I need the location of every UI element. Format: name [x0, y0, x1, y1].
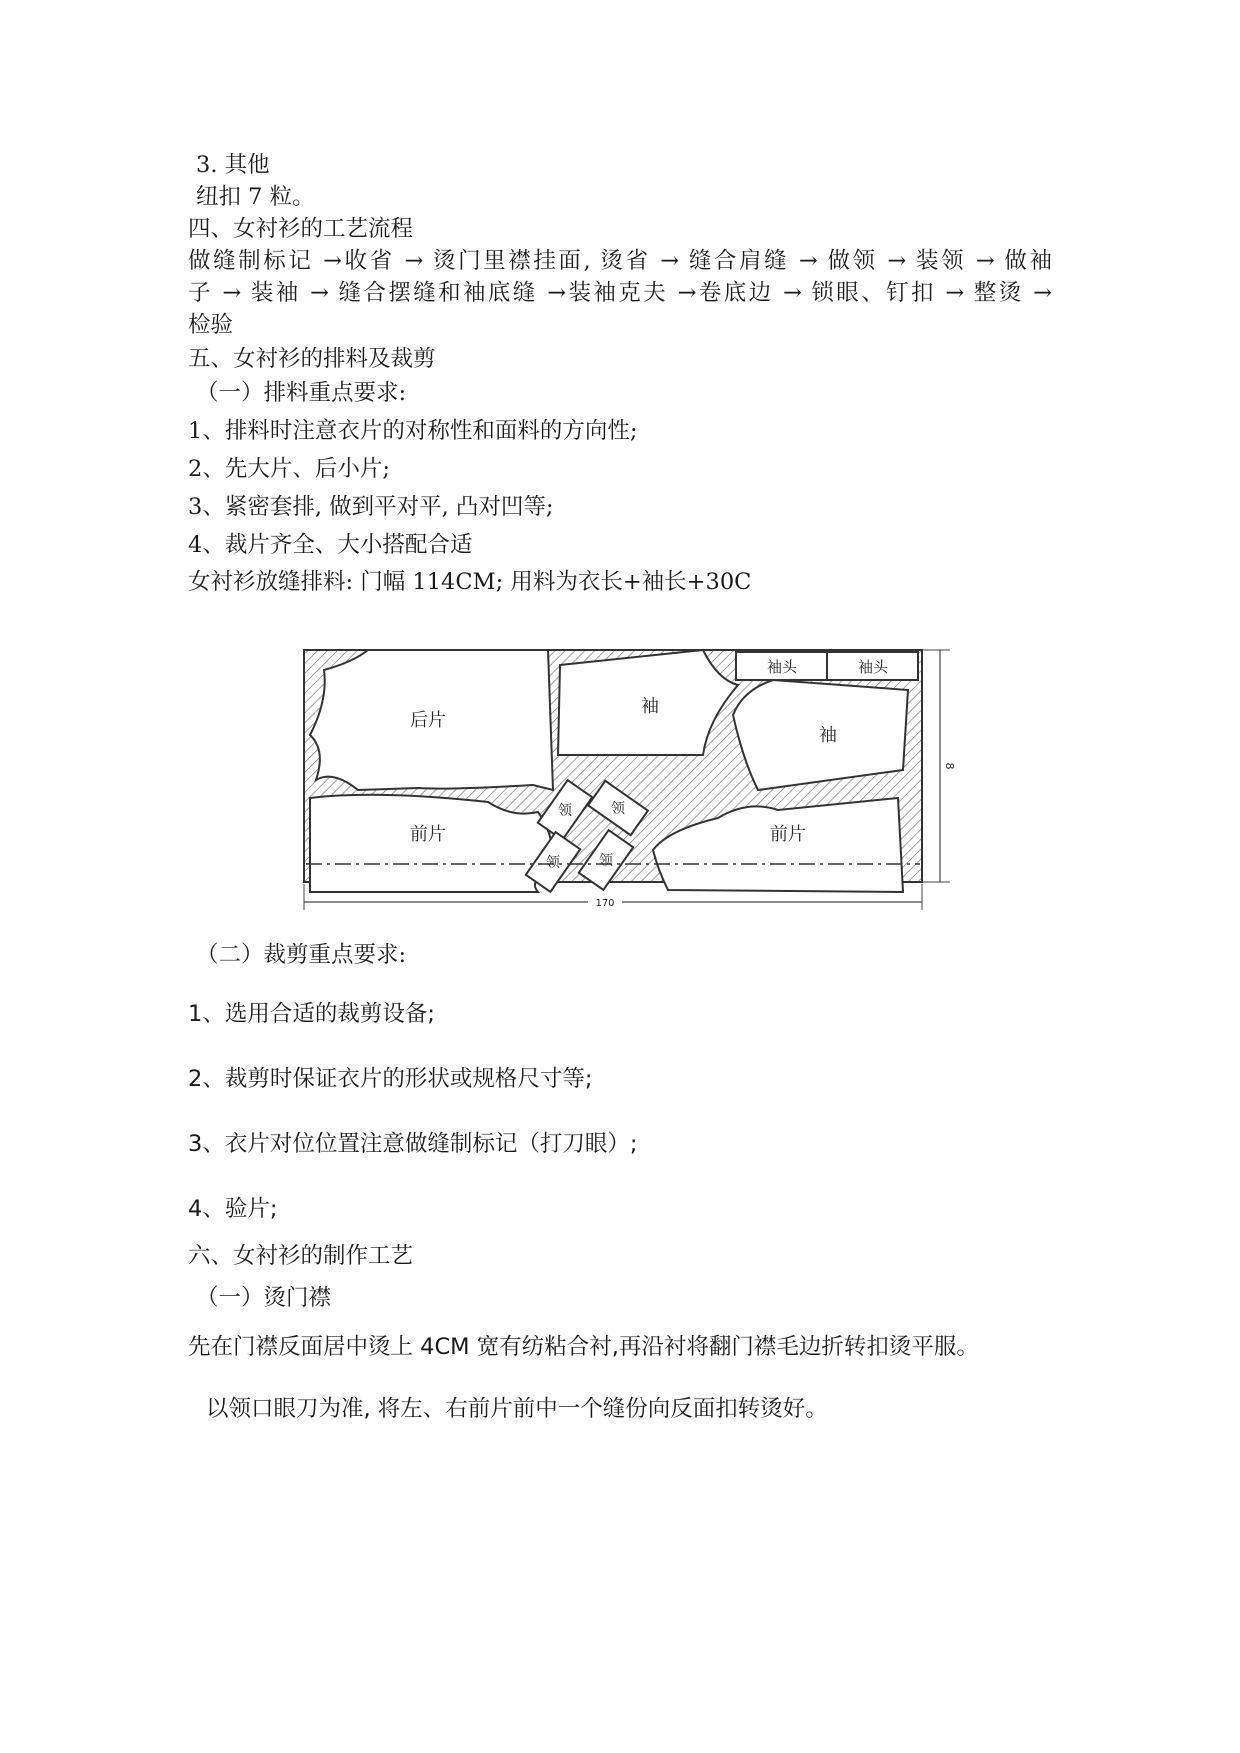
cutting-item: 3、衣片对位位置注意做缝制标记（打刀眼）;	[188, 1131, 638, 1157]
collar-label: 领	[599, 853, 613, 869]
width-label: 170	[595, 898, 615, 909]
layout-item: 4、裁片齐全、大小搭配合适	[188, 532, 473, 558]
collar-label: 领	[558, 803, 572, 819]
process-line-3: 检验	[188, 312, 234, 338]
back-piece-label: 后片	[410, 710, 446, 731]
collar-label: 领	[611, 801, 625, 817]
front-piece-label: 前片	[770, 824, 806, 845]
layout-item: 3、紧密套排, 做到平对平, 凸对凹等;	[188, 494, 554, 520]
heading-other: 3. 其他	[196, 152, 270, 178]
layout-note: 女衬衫放缝排料: 门幅 114CM; 用料为衣长+袖长+30C	[188, 569, 752, 595]
heading-layout-cutting: 五、女衬衫的排料及裁剪	[188, 346, 436, 372]
buttons-note: 纽扣 7 粒。	[196, 184, 315, 210]
height-label: 8	[943, 762, 956, 770]
cutting-item: 2、裁剪时保证衣片的形状或规格尺寸等;	[188, 1066, 593, 1092]
layout-item: 2、先大片、后小片;	[188, 456, 390, 482]
process-line-1: 做缝制标记 →收省 → 烫门里襟挂面, 烫省 → 缝合肩缝 → 做领 → 装领 → 做袖	[188, 248, 1052, 274]
process-line-2: 子 → 装袖 → 缝合摆缝和袖底缝 →装袖克夫 →卷底边 → 锁眼、钉扣 → 整烫 →	[188, 280, 1052, 306]
subheading-layout: （一）排料重点要求:	[196, 380, 407, 406]
cutting-item: 1、选用合适的裁剪设备;	[188, 1001, 435, 1027]
cutting-item: 4、验片;	[188, 1196, 278, 1222]
heading-making: 六、女衬衫的制作工艺	[188, 1243, 414, 1269]
subheading-cutting: （二）裁剪重点要求:	[196, 942, 407, 968]
layout-item: 1、排料时注意衣片的对称性和面料的方向性;	[188, 418, 638, 444]
cuff-label: 袖头	[857, 658, 889, 676]
placket-paragraph: 先在门襟反面居中烫上 4CM 宽有纺粘合衬,再沿衬将翻门襟毛边折转扣烫平服。	[188, 1334, 979, 1360]
cuff-label: 袖头	[766, 658, 798, 676]
heading-process: 四、女衬衫的工艺流程	[188, 216, 414, 242]
placket-paragraph: 以领口眼刀为准, 将左、右前片前中一个缝份向反面扣转烫好。	[206, 1396, 828, 1422]
front-piece-label: 前片	[410, 824, 446, 845]
marker-layout-diagram	[298, 640, 958, 912]
sleeve-label: 袖	[641, 696, 659, 717]
sleeve-label: 袖	[819, 725, 837, 746]
collar-label: 领	[546, 855, 560, 871]
subheading-placket: （一）烫门襟	[196, 1285, 332, 1311]
